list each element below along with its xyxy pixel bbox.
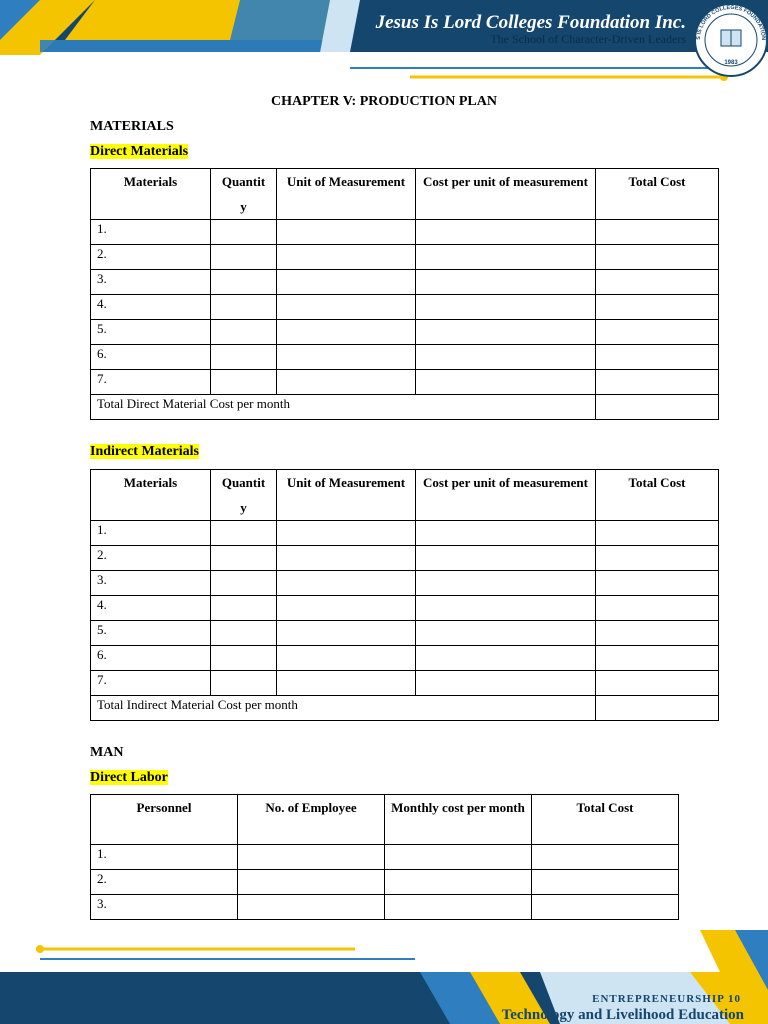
table-cell[interactable] bbox=[277, 596, 416, 621]
table-cell[interactable] bbox=[211, 320, 277, 345]
table-cell[interactable] bbox=[416, 521, 596, 546]
table-cell[interactable] bbox=[596, 270, 719, 295]
table-cell[interactable] bbox=[211, 245, 277, 270]
table-row bbox=[91, 870, 679, 895]
total-value-cell[interactable] bbox=[596, 395, 719, 420]
table-cell[interactable] bbox=[211, 571, 277, 596]
table-row bbox=[91, 220, 719, 245]
direct-materials-heading: Direct Materials bbox=[90, 144, 189, 159]
indirect-total-row bbox=[91, 696, 719, 721]
table-row bbox=[91, 646, 719, 671]
table-cell[interactable] bbox=[277, 370, 416, 395]
table-cell[interactable] bbox=[211, 621, 277, 646]
table-cell[interactable] bbox=[416, 345, 596, 370]
header-banner bbox=[0, 0, 768, 90]
table-cell[interactable] bbox=[532, 845, 679, 870]
table-cell[interactable] bbox=[211, 345, 277, 370]
column-header: Materials bbox=[91, 169, 211, 220]
header-row bbox=[91, 470, 719, 521]
table-row bbox=[91, 320, 719, 345]
footer-subject: ENTREPRENEURSHIP 10 bbox=[592, 993, 741, 1005]
table-cell[interactable] bbox=[596, 295, 719, 320]
table-cell[interactable] bbox=[416, 295, 596, 320]
table-cell[interactable] bbox=[277, 345, 416, 370]
table-cell[interactable] bbox=[277, 621, 416, 646]
row-number: 5. bbox=[91, 621, 211, 646]
table-cell[interactable] bbox=[416, 646, 596, 671]
tagline: The School of Character-Driven Leaders bbox=[490, 32, 686, 46]
table-cell[interactable] bbox=[277, 521, 416, 546]
total-label: Total Indirect Material Cost per month bbox=[91, 696, 596, 721]
footer-banner bbox=[0, 930, 768, 1024]
table-cell[interactable] bbox=[211, 521, 277, 546]
row-number: 4. bbox=[91, 295, 211, 320]
table-cell[interactable] bbox=[238, 870, 385, 895]
table-cell[interactable] bbox=[385, 845, 532, 870]
table-cell[interactable] bbox=[416, 671, 596, 696]
page-title: CHAPTER V: PRODUCTION PLAN bbox=[271, 94, 497, 109]
table-cell[interactable] bbox=[416, 571, 596, 596]
row-number: 6. bbox=[91, 646, 211, 671]
row-number: 2. bbox=[91, 546, 211, 571]
column-header: Materials bbox=[91, 470, 211, 521]
table-cell[interactable] bbox=[277, 571, 416, 596]
direct-total-row bbox=[91, 395, 719, 420]
materials-heading: MATERIALS bbox=[90, 119, 174, 134]
direct-materials-table bbox=[90, 168, 719, 420]
table-cell[interactable] bbox=[596, 621, 719, 646]
table-row bbox=[91, 521, 719, 546]
table-row bbox=[91, 370, 719, 395]
table-row bbox=[91, 621, 719, 646]
table-cell[interactable] bbox=[532, 870, 679, 895]
table-cell[interactable] bbox=[596, 245, 719, 270]
indirect-materials-table bbox=[90, 469, 719, 721]
direct-labor-table bbox=[90, 794, 679, 920]
footer-course: Technology and Livelihood Education bbox=[501, 1007, 744, 1023]
column-header: Cost per unit of measurement bbox=[416, 470, 596, 521]
seal-text: S IS LORD COLLEGES FOUNDATION bbox=[695, 4, 767, 41]
table-cell[interactable] bbox=[596, 521, 719, 546]
table-cell[interactable] bbox=[596, 345, 719, 370]
table-cell[interactable] bbox=[596, 671, 719, 696]
table-cell[interactable] bbox=[211, 370, 277, 395]
direct-labor-heading: Direct Labor bbox=[90, 770, 168, 785]
table-cell[interactable] bbox=[416, 220, 596, 245]
column-header: Unit of Measurement bbox=[277, 169, 416, 220]
table-row bbox=[91, 345, 719, 370]
table-cell[interactable] bbox=[211, 295, 277, 320]
table-cell[interactable] bbox=[416, 596, 596, 621]
column-header: Quantit y bbox=[211, 169, 277, 220]
row-number: 1. bbox=[91, 845, 238, 870]
table-cell[interactable] bbox=[596, 546, 719, 571]
table-cell[interactable] bbox=[416, 245, 596, 270]
row-number: 3. bbox=[91, 571, 211, 596]
table-cell[interactable] bbox=[211, 596, 277, 621]
table-row bbox=[91, 546, 719, 571]
header-row bbox=[91, 169, 719, 220]
column-header: Cost per unit of measurement bbox=[416, 169, 596, 220]
man-heading: MAN bbox=[90, 745, 124, 760]
row-number: 3. bbox=[91, 270, 211, 295]
table-row bbox=[91, 845, 679, 870]
footer-line-dot bbox=[36, 945, 44, 953]
table-row bbox=[91, 895, 679, 920]
column-header: Monthly cost per month bbox=[385, 795, 532, 845]
indirect-materials-heading: Indirect Materials bbox=[90, 444, 199, 459]
table-cell[interactable] bbox=[277, 671, 416, 696]
table-cell[interactable] bbox=[277, 270, 416, 295]
row-number: 5. bbox=[91, 320, 211, 345]
column-header: No. of Employee bbox=[238, 795, 385, 845]
table-cell[interactable] bbox=[238, 845, 385, 870]
header-row bbox=[91, 795, 679, 845]
table-cell[interactable] bbox=[211, 546, 277, 571]
column-header: Unit of Measurement bbox=[277, 470, 416, 521]
table-cell[interactable] bbox=[416, 546, 596, 571]
table-cell[interactable] bbox=[211, 671, 277, 696]
row-number: 2. bbox=[91, 870, 238, 895]
org-name: Jesus Is Lord Colleges Foundation Inc. bbox=[375, 12, 686, 33]
total-value-cell[interactable] bbox=[596, 696, 719, 721]
column-header: Total Cost bbox=[596, 169, 719, 220]
table-cell[interactable] bbox=[277, 295, 416, 320]
table-row bbox=[91, 571, 719, 596]
row-number: 2. bbox=[91, 245, 211, 270]
table-cell[interactable] bbox=[277, 546, 416, 571]
seal-year: 1983 bbox=[724, 60, 738, 66]
table-cell[interactable] bbox=[596, 646, 719, 671]
table-cell[interactable] bbox=[277, 245, 416, 270]
table-row bbox=[91, 596, 719, 621]
table-cell[interactable] bbox=[416, 370, 596, 395]
table-cell[interactable] bbox=[416, 270, 596, 295]
table-cell[interactable] bbox=[211, 270, 277, 295]
row-number: 4. bbox=[91, 596, 211, 621]
row-number: 7. bbox=[91, 671, 211, 696]
column-header: Quantit y bbox=[211, 470, 277, 521]
table-cell[interactable] bbox=[416, 621, 596, 646]
column-header: Total Cost bbox=[532, 795, 679, 845]
table-cell[interactable] bbox=[211, 220, 277, 245]
table-cell[interactable] bbox=[596, 571, 719, 596]
row-number: 7. bbox=[91, 370, 211, 395]
column-header: Total Cost bbox=[596, 470, 719, 521]
total-label: Total Direct Material Cost per month bbox=[91, 395, 596, 420]
table-row bbox=[91, 295, 719, 320]
table-cell[interactable] bbox=[277, 646, 416, 671]
row-number: 1. bbox=[91, 220, 211, 245]
table-cell[interactable] bbox=[532, 895, 679, 920]
row-number: 1. bbox=[91, 521, 211, 546]
table-row bbox=[91, 671, 719, 696]
table-cell[interactable] bbox=[385, 870, 532, 895]
table-cell[interactable] bbox=[238, 895, 385, 920]
table-cell[interactable] bbox=[416, 320, 596, 345]
table-cell[interactable] bbox=[277, 320, 416, 345]
row-number: 3. bbox=[91, 895, 238, 920]
table-cell[interactable] bbox=[596, 220, 719, 245]
table-cell[interactable] bbox=[596, 596, 719, 621]
table-cell[interactable] bbox=[211, 646, 277, 671]
table-row bbox=[91, 245, 719, 270]
row-number: 6. bbox=[91, 345, 211, 370]
table-cell[interactable] bbox=[596, 320, 719, 345]
table-cell[interactable] bbox=[277, 220, 416, 245]
table-cell[interactable] bbox=[596, 370, 719, 395]
column-header: Personnel bbox=[91, 795, 238, 845]
table-cell[interactable] bbox=[385, 895, 532, 920]
table-row bbox=[91, 270, 719, 295]
